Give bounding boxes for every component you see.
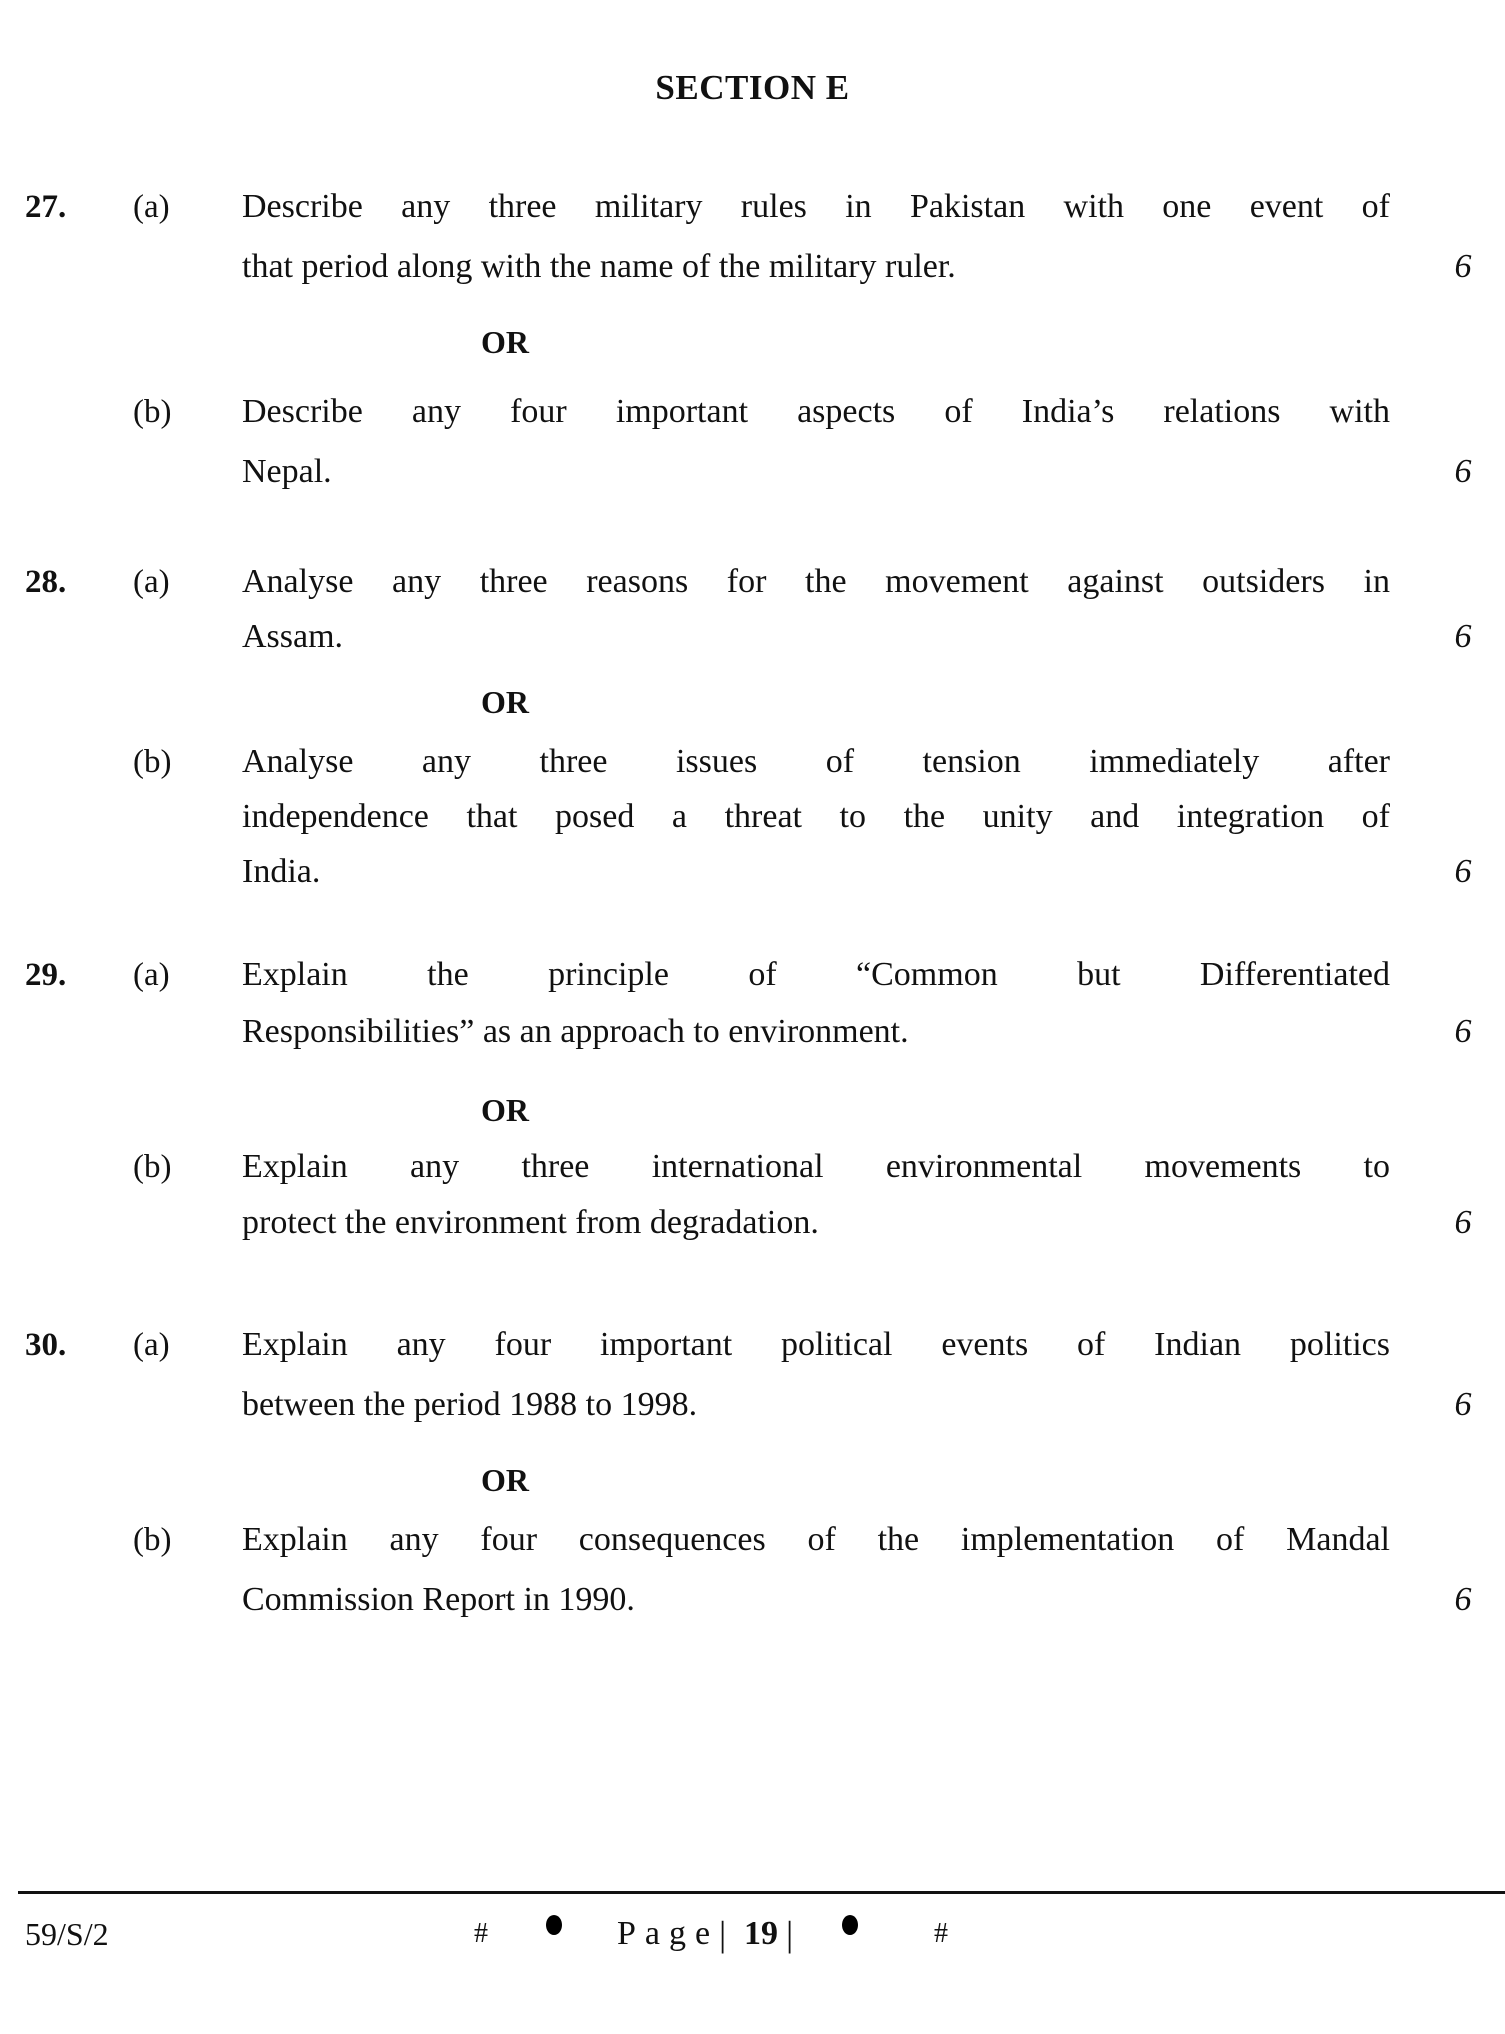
page-number: 19 <box>744 1915 778 1952</box>
question-text-line: Describe any four important aspects of India’s relations with <box>242 393 1390 430</box>
part-label-b: (b) <box>133 394 172 430</box>
question-text-line: India. <box>242 853 321 890</box>
question-text-line: Nepal. <box>242 453 332 490</box>
part-label-b: (b) <box>133 1149 172 1185</box>
paper-code: 59/S/2 <box>25 1916 109 1952</box>
question-text-line: that period along with the name of the military ruler. <box>242 248 956 285</box>
bullet-dot-icon <box>842 1915 858 1935</box>
question-number: 29. <box>25 957 67 993</box>
part-label-a: (a) <box>133 957 170 993</box>
page-label: Page <box>617 1915 720 1952</box>
marks: 6 <box>1454 1013 1472 1050</box>
page-separator-left: | <box>719 1914 727 1954</box>
question-text-line: Explain any four consequences of the implementation of Mandal <box>242 1521 1390 1558</box>
question-number: 27. <box>25 189 67 225</box>
question-text-line: between the period 1988 to 1998. <box>242 1386 698 1423</box>
question-text-line: Explain the principle of “Common but Differentiated <box>242 956 1390 993</box>
question-text-line: Describe any three military rules in Pakistan with one event of <box>242 188 1390 225</box>
or-separator: OR <box>481 1092 529 1128</box>
or-separator: OR <box>481 1462 529 1498</box>
question-text-line: Assam. <box>242 618 344 655</box>
part-label-a: (a) <box>133 564 170 600</box>
marks: 6 <box>1454 453 1472 490</box>
part-label-b: (b) <box>133 1522 172 1558</box>
bullet-dot-icon <box>546 1915 562 1935</box>
marks: 6 <box>1454 853 1472 890</box>
footer-divider <box>18 1891 1505 1894</box>
question-text-line: Explain any three international environmental movements to <box>242 1148 1390 1185</box>
question-text-line: Explain any four important political events of Indian politics <box>242 1326 1390 1363</box>
marks: 6 <box>1454 1204 1472 1241</box>
question-text-line: independence that posed a threat to the unity and integration of <box>242 798 1390 835</box>
marks: 6 <box>1454 1386 1472 1423</box>
question-number: 28. <box>25 564 67 600</box>
part-label-a: (a) <box>133 1327 170 1363</box>
question-text-line: Commission Report in 1990. <box>242 1581 635 1618</box>
part-label-b: (b) <box>133 744 172 780</box>
page-separator-right: | <box>786 1914 794 1954</box>
question-text-line: Responsibilities” as an approach to environment. <box>242 1013 909 1050</box>
part-label-a: (a) <box>133 189 170 225</box>
hash-left: # <box>474 1918 488 1949</box>
question-text-line: protect the environment from degradation. <box>242 1204 819 1241</box>
or-separator: OR <box>481 324 529 360</box>
marks: 6 <box>1454 618 1472 655</box>
question-number: 30. <box>25 1327 67 1363</box>
hash-right: # <box>934 1918 948 1949</box>
marks: 6 <box>1454 248 1472 285</box>
question-text-line: Analyse any three issues of tension immediately after <box>242 743 1390 780</box>
or-separator: OR <box>481 684 529 720</box>
section-title: SECTION E <box>655 68 850 107</box>
question-text-line: Analyse any three reasons for the movement against outsiders in <box>242 563 1390 600</box>
marks: 6 <box>1454 1581 1472 1618</box>
